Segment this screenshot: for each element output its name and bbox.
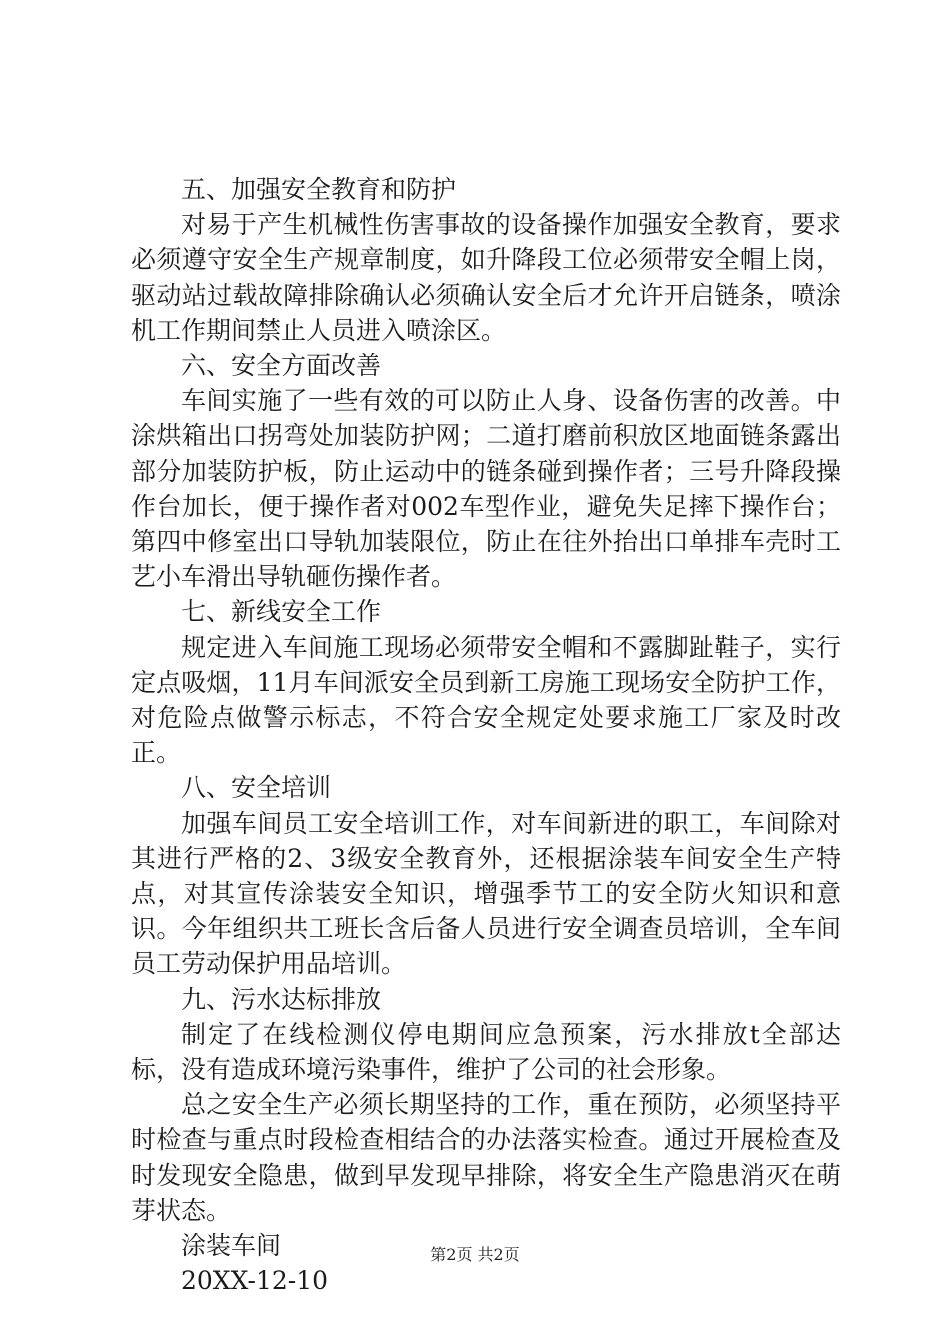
paragraph-safety-training: 加强车间员工安全培训工作，对车间新进的职工，车间除对其进行严格的2、3级安全教育外，还根据涂装车间安全生产特点，对其宣传涂装安全知识，增强季节工的安全防火知识和意识。今年组织共工班长含后备人员进行安全调查员培训，全车间员工劳动保护用品培训。 <box>131 808 841 979</box>
paragraph-safety-improvements: 车间实施了一些有效的可以防止人身、设备伤害的改善。中涂烘箱出口拐弯处加装防护网；二道打磨前积放区地面链条露出部分加装防护板，防止运动中的链条碰到操作者；三号升降段操作台加长，便于操作者对002车型作业，避免失足摔下操作台；第四中修室出口导轨加装限位，防止在往外抬出口单排车壳时工艺小车滑出导轨砸伤操作者。 <box>131 386 841 592</box>
paragraph-summary: 总之安全生产必须长期坚持的工作，重在预防，必须坚持平时检查与重点时段检查相结合的办法落实检查。通过开展检查及时发现安全隐患，做到早发现早排除，将安全生产隐患消灭在萌芽状态。 <box>131 1090 841 1225</box>
section-heading-9: 九、污水达标排放 <box>181 984 382 1014</box>
document-body <box>131 172 841 1299</box>
section-heading-5: 五、加强安全教育和防护 <box>181 175 457 204</box>
signature-department: 涂装车间 <box>181 1231 282 1261</box>
paragraph-new-line-safety: 规定进入车间施工现场必须带安全帽和不露脚趾鞋子，实行定点吸烟，11月车间派安全员到新工房施工现场安全防护工作，对危险点做警示标志，不符合安全规定处要求施工厂家及时改正。 <box>131 632 841 768</box>
section-heading-6: 六、安全方面改善 <box>181 351 382 381</box>
paragraph-wastewater: 制定了在线检测仪停电期间应急预案，污水排放t全部达标，没有造成环境污染事件，维护了公司的社会形象。 <box>131 1019 841 1085</box>
page-number: 第2页 共2页 <box>430 1245 520 1264</box>
section-heading-8: 八、安全培训 <box>181 773 332 803</box>
section-heading-7: 七、新线安全工作 <box>181 597 382 627</box>
paragraph-safety-education: 对易于产生机械性伤害事故的设备操作加强安全教育，要求必须遵守安全生产规章制度，如升降段工位必须带安全帽上岗，驱动站过载故障排除确认必须确认安全后才允许开启链条，喷涂机工作期间禁止人员进入喷涂区。 <box>131 210 841 345</box>
signature-date: 20XX-12-10 <box>181 1266 329 1296</box>
